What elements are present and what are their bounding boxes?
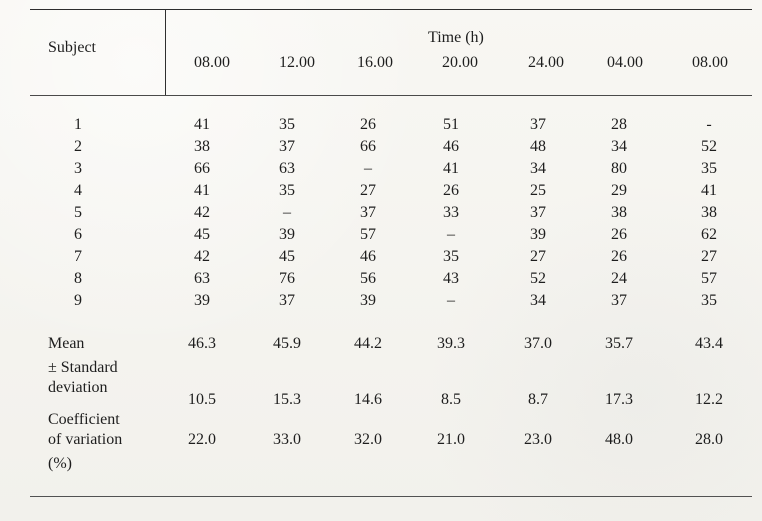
table-cell: 35: [279, 182, 295, 199]
table-cell: 42: [194, 204, 210, 221]
table-cell: 35: [701, 160, 717, 177]
table-cell: 76: [279, 270, 295, 287]
time-column-3: 16.00: [357, 54, 393, 71]
table-cell: 26: [611, 248, 627, 265]
table-cell: 37: [279, 292, 295, 309]
table-cell: 42: [194, 248, 210, 265]
cv-label-line-1: Coefficient: [48, 411, 120, 428]
subject-number: 7: [74, 248, 82, 265]
table-cell: 28: [611, 116, 627, 133]
table-cell: 37: [530, 116, 546, 133]
mean-value: 44.2: [354, 335, 382, 352]
time-column-2: 12.00: [279, 54, 315, 71]
table-cell: –: [447, 292, 455, 309]
mean-value: 46.3: [188, 335, 216, 352]
time-header: Time (h): [428, 29, 484, 46]
table-cell: 26: [443, 182, 459, 199]
table-cell: 43: [443, 270, 459, 287]
sd-label-line-1: ± Standard: [48, 359, 118, 376]
table-cell: 56: [360, 270, 376, 287]
table-cell: 46: [443, 138, 459, 155]
time-column-5: 24.00: [528, 54, 564, 71]
table-cell: –: [283, 204, 291, 221]
table-cell: 45: [194, 226, 210, 243]
table-cell: 66: [194, 160, 210, 177]
header-rule: [30, 95, 752, 96]
table-cell: 57: [701, 270, 717, 287]
table-cell: 48: [530, 138, 546, 155]
table-cell: 37: [611, 292, 627, 309]
table-cell: –: [447, 226, 455, 243]
table-cell: 37: [279, 138, 295, 155]
cv-value: 33.0: [273, 431, 301, 448]
table-cell: 41: [194, 116, 210, 133]
table-cell: 66: [360, 138, 376, 155]
time-column-7: 08.00: [692, 54, 728, 71]
mean-value: 45.9: [273, 335, 301, 352]
cv-value: 28.0: [695, 431, 723, 448]
sd-value: 8.7: [528, 391, 548, 408]
table-cell: 34: [611, 138, 627, 155]
table-cell: 39: [279, 226, 295, 243]
sd-value: 10.5: [188, 391, 216, 408]
table-cell: 57: [360, 226, 376, 243]
table-cell: 63: [279, 160, 295, 177]
cv-label-line-2: of variation: [48, 431, 123, 448]
table-cell: 39: [530, 226, 546, 243]
top-rule: [30, 9, 752, 10]
subject-number: 3: [74, 160, 82, 177]
header-divider: [165, 9, 166, 95]
time-column-4: 20.00: [442, 54, 478, 71]
sd-value: 17.3: [605, 391, 633, 408]
table-cell: 35: [443, 248, 459, 265]
table-cell: 27: [701, 248, 717, 265]
table-cell: 45: [279, 248, 295, 265]
table-cell: 37: [360, 204, 376, 221]
table-cell: -: [706, 116, 712, 133]
table-cell: 27: [530, 248, 546, 265]
mean-value: 39.3: [437, 335, 465, 352]
table-cell: 26: [611, 226, 627, 243]
table-cell: 41: [701, 182, 717, 199]
sd-value: 12.2: [695, 391, 723, 408]
mean-label: Mean: [48, 335, 85, 352]
sd-value: 15.3: [273, 391, 301, 408]
subject-number: 2: [74, 138, 82, 155]
subject-number: 6: [74, 226, 82, 243]
sd-label-line-2: deviation: [48, 379, 108, 396]
time-column-1: 08.00: [194, 54, 230, 71]
cv-value: 48.0: [605, 431, 633, 448]
table-cell: –: [364, 160, 372, 177]
table-cell: 33: [443, 204, 459, 221]
cv-value: 23.0: [524, 431, 552, 448]
table-cell: 37: [530, 204, 546, 221]
table-cell: 39: [360, 292, 376, 309]
table-cell: 41: [443, 160, 459, 177]
table-cell: 24: [611, 270, 627, 287]
table-cell: 51: [443, 116, 459, 133]
table-cell: 27: [360, 182, 376, 199]
table-cell: 52: [530, 270, 546, 287]
subject-number: 4: [74, 182, 82, 199]
subject-number: 9: [74, 292, 82, 309]
cv-value: 32.0: [354, 431, 382, 448]
time-column-6: 04.00: [607, 54, 643, 71]
mean-value: 43.4: [695, 335, 723, 352]
table-cell: 63: [194, 270, 210, 287]
cv-value: 21.0: [437, 431, 465, 448]
table-cell: 46: [360, 248, 376, 265]
subject-number: 8: [74, 270, 82, 287]
table-cell: 29: [611, 182, 627, 199]
table-cell: 38: [611, 204, 627, 221]
table-cell: 26: [360, 116, 376, 133]
table-cell: 35: [701, 292, 717, 309]
table-cell: 34: [530, 292, 546, 309]
table-cell: 38: [194, 138, 210, 155]
mean-value: 37.0: [524, 335, 552, 352]
sd-value: 14.6: [354, 391, 382, 408]
subject-number: 5: [74, 204, 82, 221]
table-cell: 52: [701, 138, 717, 155]
cv-value: 22.0: [188, 431, 216, 448]
table-cell: 41: [194, 182, 210, 199]
table-cell: 39: [194, 292, 210, 309]
table-cell: 25: [530, 182, 546, 199]
subject-header: Subject: [48, 39, 96, 56]
mean-value: 35.7: [605, 335, 633, 352]
sd-value: 8.5: [441, 391, 461, 408]
table-cell: 62: [701, 226, 717, 243]
subject-number: 1: [74, 116, 82, 133]
bottom-rule: [30, 496, 752, 497]
table-cell: 80: [611, 160, 627, 177]
table-cell: 35: [279, 116, 295, 133]
table-cell: 38: [701, 204, 717, 221]
cv-label-line-3: (%): [48, 455, 72, 472]
table-cell: 34: [530, 160, 546, 177]
